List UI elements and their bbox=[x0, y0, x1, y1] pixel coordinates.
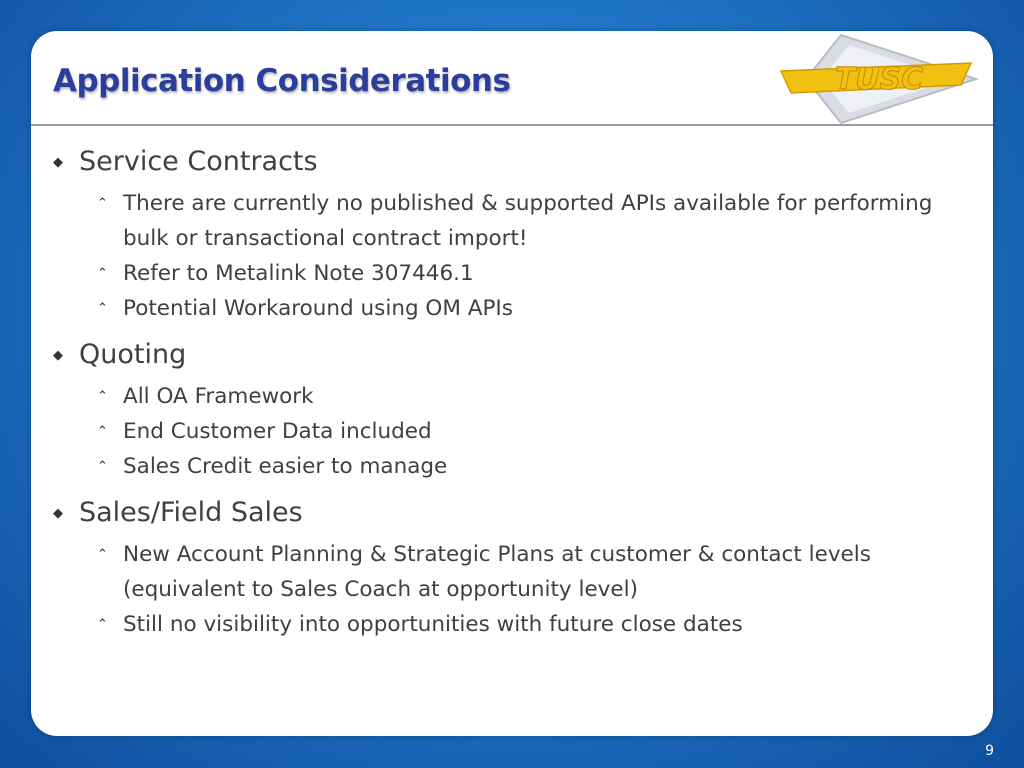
sub-bullet bbox=[97, 291, 973, 326]
section-service-contracts bbox=[53, 143, 973, 326]
sub-bullet bbox=[97, 537, 973, 607]
diamond-bullet-icon: ◆ bbox=[53, 506, 63, 521]
sub-bullet bbox=[97, 186, 973, 256]
sub-bullet-text: Refer to Metalink Note 307446.1 bbox=[123, 261, 474, 286]
bullet-heading bbox=[53, 143, 973, 186]
bullet-heading bbox=[53, 494, 973, 537]
sub-bullet-text: There are currently no published & supported APIs available for performing bulk or transactional contract import! bbox=[123, 191, 933, 251]
sub-bullet-text: All OA Framework bbox=[123, 384, 314, 409]
sub-bullet bbox=[97, 379, 973, 414]
sub-bullet-text: Still no visibility into opportunities with future close dates bbox=[123, 612, 743, 637]
caret-bullet-icon: ⌃ bbox=[97, 266, 108, 281]
diamond-bullet-icon: ◆ bbox=[53, 348, 63, 363]
page-number: 9 bbox=[985, 743, 994, 759]
diamond-bullet-icon: ◆ bbox=[53, 155, 63, 170]
tusc-logo bbox=[771, 33, 981, 125]
sub-bullet-text: End Customer Data included bbox=[123, 419, 432, 444]
caret-bullet-icon: ⌃ bbox=[97, 424, 108, 439]
caret-bullet-icon: ⌃ bbox=[97, 617, 108, 632]
sub-bullet bbox=[97, 449, 973, 484]
slide-title: Application Considerations bbox=[53, 63, 511, 99]
heading-text: Sales/Field Sales bbox=[79, 497, 303, 528]
logo-text: TUSC bbox=[834, 62, 924, 97]
heading-text: Service Contracts bbox=[79, 146, 318, 177]
slide-content bbox=[53, 143, 973, 652]
sub-bullet-text: Sales Credit easier to manage bbox=[123, 454, 448, 479]
caret-bullet-icon: ⌃ bbox=[97, 389, 108, 404]
caret-bullet-icon: ⌃ bbox=[97, 459, 108, 474]
sub-bullet-text: New Account Planning & Strategic Plans at customer & contact levels (equivalent to Sales Coach at opportunity level) bbox=[123, 542, 871, 602]
section-quoting bbox=[53, 336, 973, 484]
sub-bullet bbox=[97, 256, 973, 291]
sub-bullet-text: Potential Workaround using OM APIs bbox=[123, 296, 513, 321]
slide-panel bbox=[31, 31, 993, 736]
bullet-heading bbox=[53, 336, 973, 379]
sub-bullet bbox=[97, 414, 973, 449]
caret-bullet-icon: ⌃ bbox=[97, 547, 108, 562]
heading-text: Quoting bbox=[79, 339, 187, 370]
caret-bullet-icon: ⌃ bbox=[97, 196, 108, 211]
caret-bullet-icon: ⌃ bbox=[97, 301, 108, 316]
sub-bullet bbox=[97, 607, 973, 642]
title-divider bbox=[31, 124, 993, 126]
section-sales-field-sales bbox=[53, 494, 973, 642]
